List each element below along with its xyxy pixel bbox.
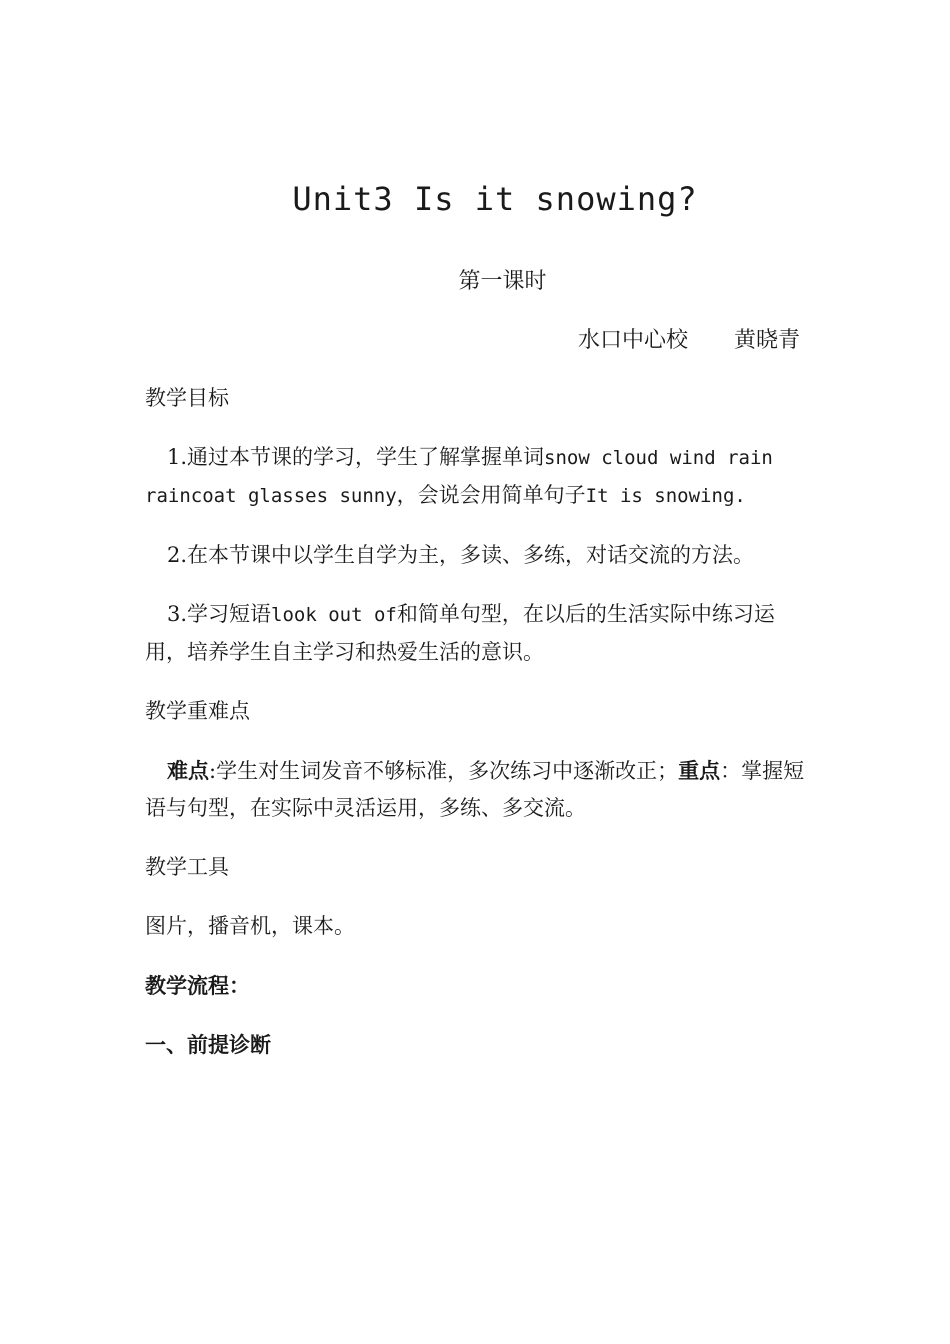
key-text: ：掌握短语与句型，在实际中灵活运用，多练、多交流。 [145,759,805,820]
document-body [145,380,810,1085]
lesson-period: 第一课时 [458,269,547,294]
tools-text: 图片，播音机，课本。 [145,914,355,938]
objective-1 [145,439,810,515]
tools-heading: 教学工具 [145,855,229,879]
objectives-heading: 教学目标 [145,386,229,410]
difficult-label: 难点 [167,758,209,783]
step-1-heading: 一、前提诊断 [145,1032,271,1057]
difficult-text: :学生对生词发音不够标准，多次练习中逐渐改正； [209,759,679,783]
process-heading: 教学流程： [145,973,250,998]
key-points-text [145,752,810,827]
objective-2: 2.在本节课中以学生自学为主，多读、多练，对话交流的方法。 [167,543,755,567]
author-line [578,323,800,354]
vocabulary-words: snow cloud wind rain raincoat glasses sunny [145,447,773,507]
objective-3 [145,596,810,671]
objective-3-text: 3.学习短语 [167,602,272,626]
objective-3-post: 和简单句型，在以后的生活实际中练习运用，培养学生自主学习和热爱生活的意识。 [145,602,775,664]
objective-1-text: 1.通过本节课的学习，学生了解掌握单词 [167,445,545,469]
school-name: 水口中心校 [577,328,688,353]
key-label: 重点 [678,758,721,783]
teacher-name: 黄晓青 [733,328,800,353]
objective-1-mid: ，会说会用简单句子 [396,483,586,507]
document-title: Unit3 Is it snowing? [292,180,698,218]
key-points-heading: 教学重难点 [145,699,250,723]
target-sentence: It is snowing. [585,485,746,507]
target-phrase: look out of [271,604,397,626]
